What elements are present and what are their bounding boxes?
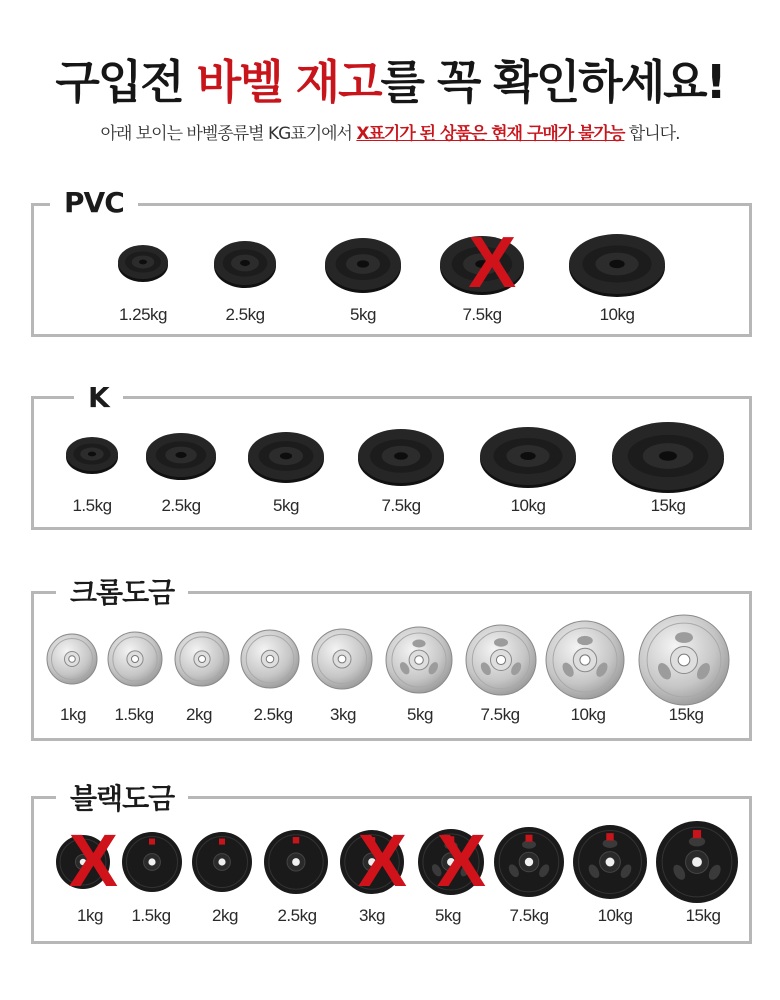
plate-image [608,418,728,494]
plate-image [490,823,568,901]
weight-label: 5kg [407,705,433,724]
plate-image [476,423,580,489]
plate-image [565,230,669,298]
weight-label: 10kg [597,906,633,925]
subtitle-warning: X표기가 된 상품은 현재 구매가 불가능 [356,124,625,144]
weight-label: 2kg [212,906,238,925]
title-text-2: 를 꼭 확인하세요! [380,55,725,109]
weight-label: 2.5kg [161,496,201,515]
title-highlight: 바벨 재고 [196,55,381,109]
subtitle-text-2: 합니다. [624,124,680,144]
weight-label: 1.5kg [131,906,171,925]
weight-label: 2kg [186,705,212,724]
weight-label: 2.5kg [277,906,317,925]
weight-label: 10kg [570,705,606,724]
weight-label: 15kg [650,496,686,515]
plate-image [354,425,448,487]
weight-label: 2.5kg [225,305,265,324]
plate-image [210,237,280,289]
weight-label: 10kg [510,496,546,515]
weight-label: 7.5kg [509,906,549,925]
plate-image [321,234,405,294]
page-title [0,52,780,112]
weight-label: 1kg [77,906,103,925]
title-text-1: 구입전 [55,55,197,109]
plate-image [244,428,328,484]
plate-image [118,828,186,896]
weight-label: 10kg [599,305,635,324]
plate-image [260,826,332,898]
weight-label: 3kg [330,705,356,724]
section-title: PVC [50,186,138,220]
plate-image [114,241,172,283]
weight-label: 5kg [350,305,376,324]
section-title: K [74,381,123,415]
section-title: 크롬도금 [56,576,188,610]
plate-image [142,429,220,481]
unavailable-x-icon: X [357,818,408,902]
plate-image [62,433,122,475]
plate-image [635,611,733,709]
weight-label: 1.5kg [114,705,154,724]
weight-label: 3kg [359,906,385,925]
weight-label: 7.5kg [381,496,421,515]
unavailable-x-icon: X [68,818,119,902]
weight-label: 7.5kg [462,305,502,324]
plate-image [237,626,303,692]
section-title: 블랙도금 [56,782,188,816]
weight-label: 1.25kg [118,305,168,324]
unavailable-x-icon: X [468,222,517,303]
plate-image [652,817,742,907]
plate-image [569,821,651,903]
plate-image [542,617,628,703]
weight-label: 5kg [273,496,299,515]
subtitle-text-1: 아래 보이는 바벨종류별 KG표기에서 [100,124,357,144]
weight-label: 1kg [60,705,86,724]
weight-label: 7.5kg [480,705,520,724]
plate-image [382,623,456,697]
plate-image [462,621,540,699]
plate-image [171,628,233,690]
weight-label: 15kg [668,705,704,724]
weight-label: 2.5kg [253,705,293,724]
plate-image [43,630,101,688]
plate-image [188,828,256,896]
unavailable-x-icon: X [436,818,487,902]
plate-image [104,628,166,690]
page-subtitle [0,122,780,146]
weight-label: 5kg [435,906,461,925]
plate-image [308,625,376,693]
weight-label: 15kg [685,906,721,925]
weight-label: 1.5kg [72,496,112,515]
